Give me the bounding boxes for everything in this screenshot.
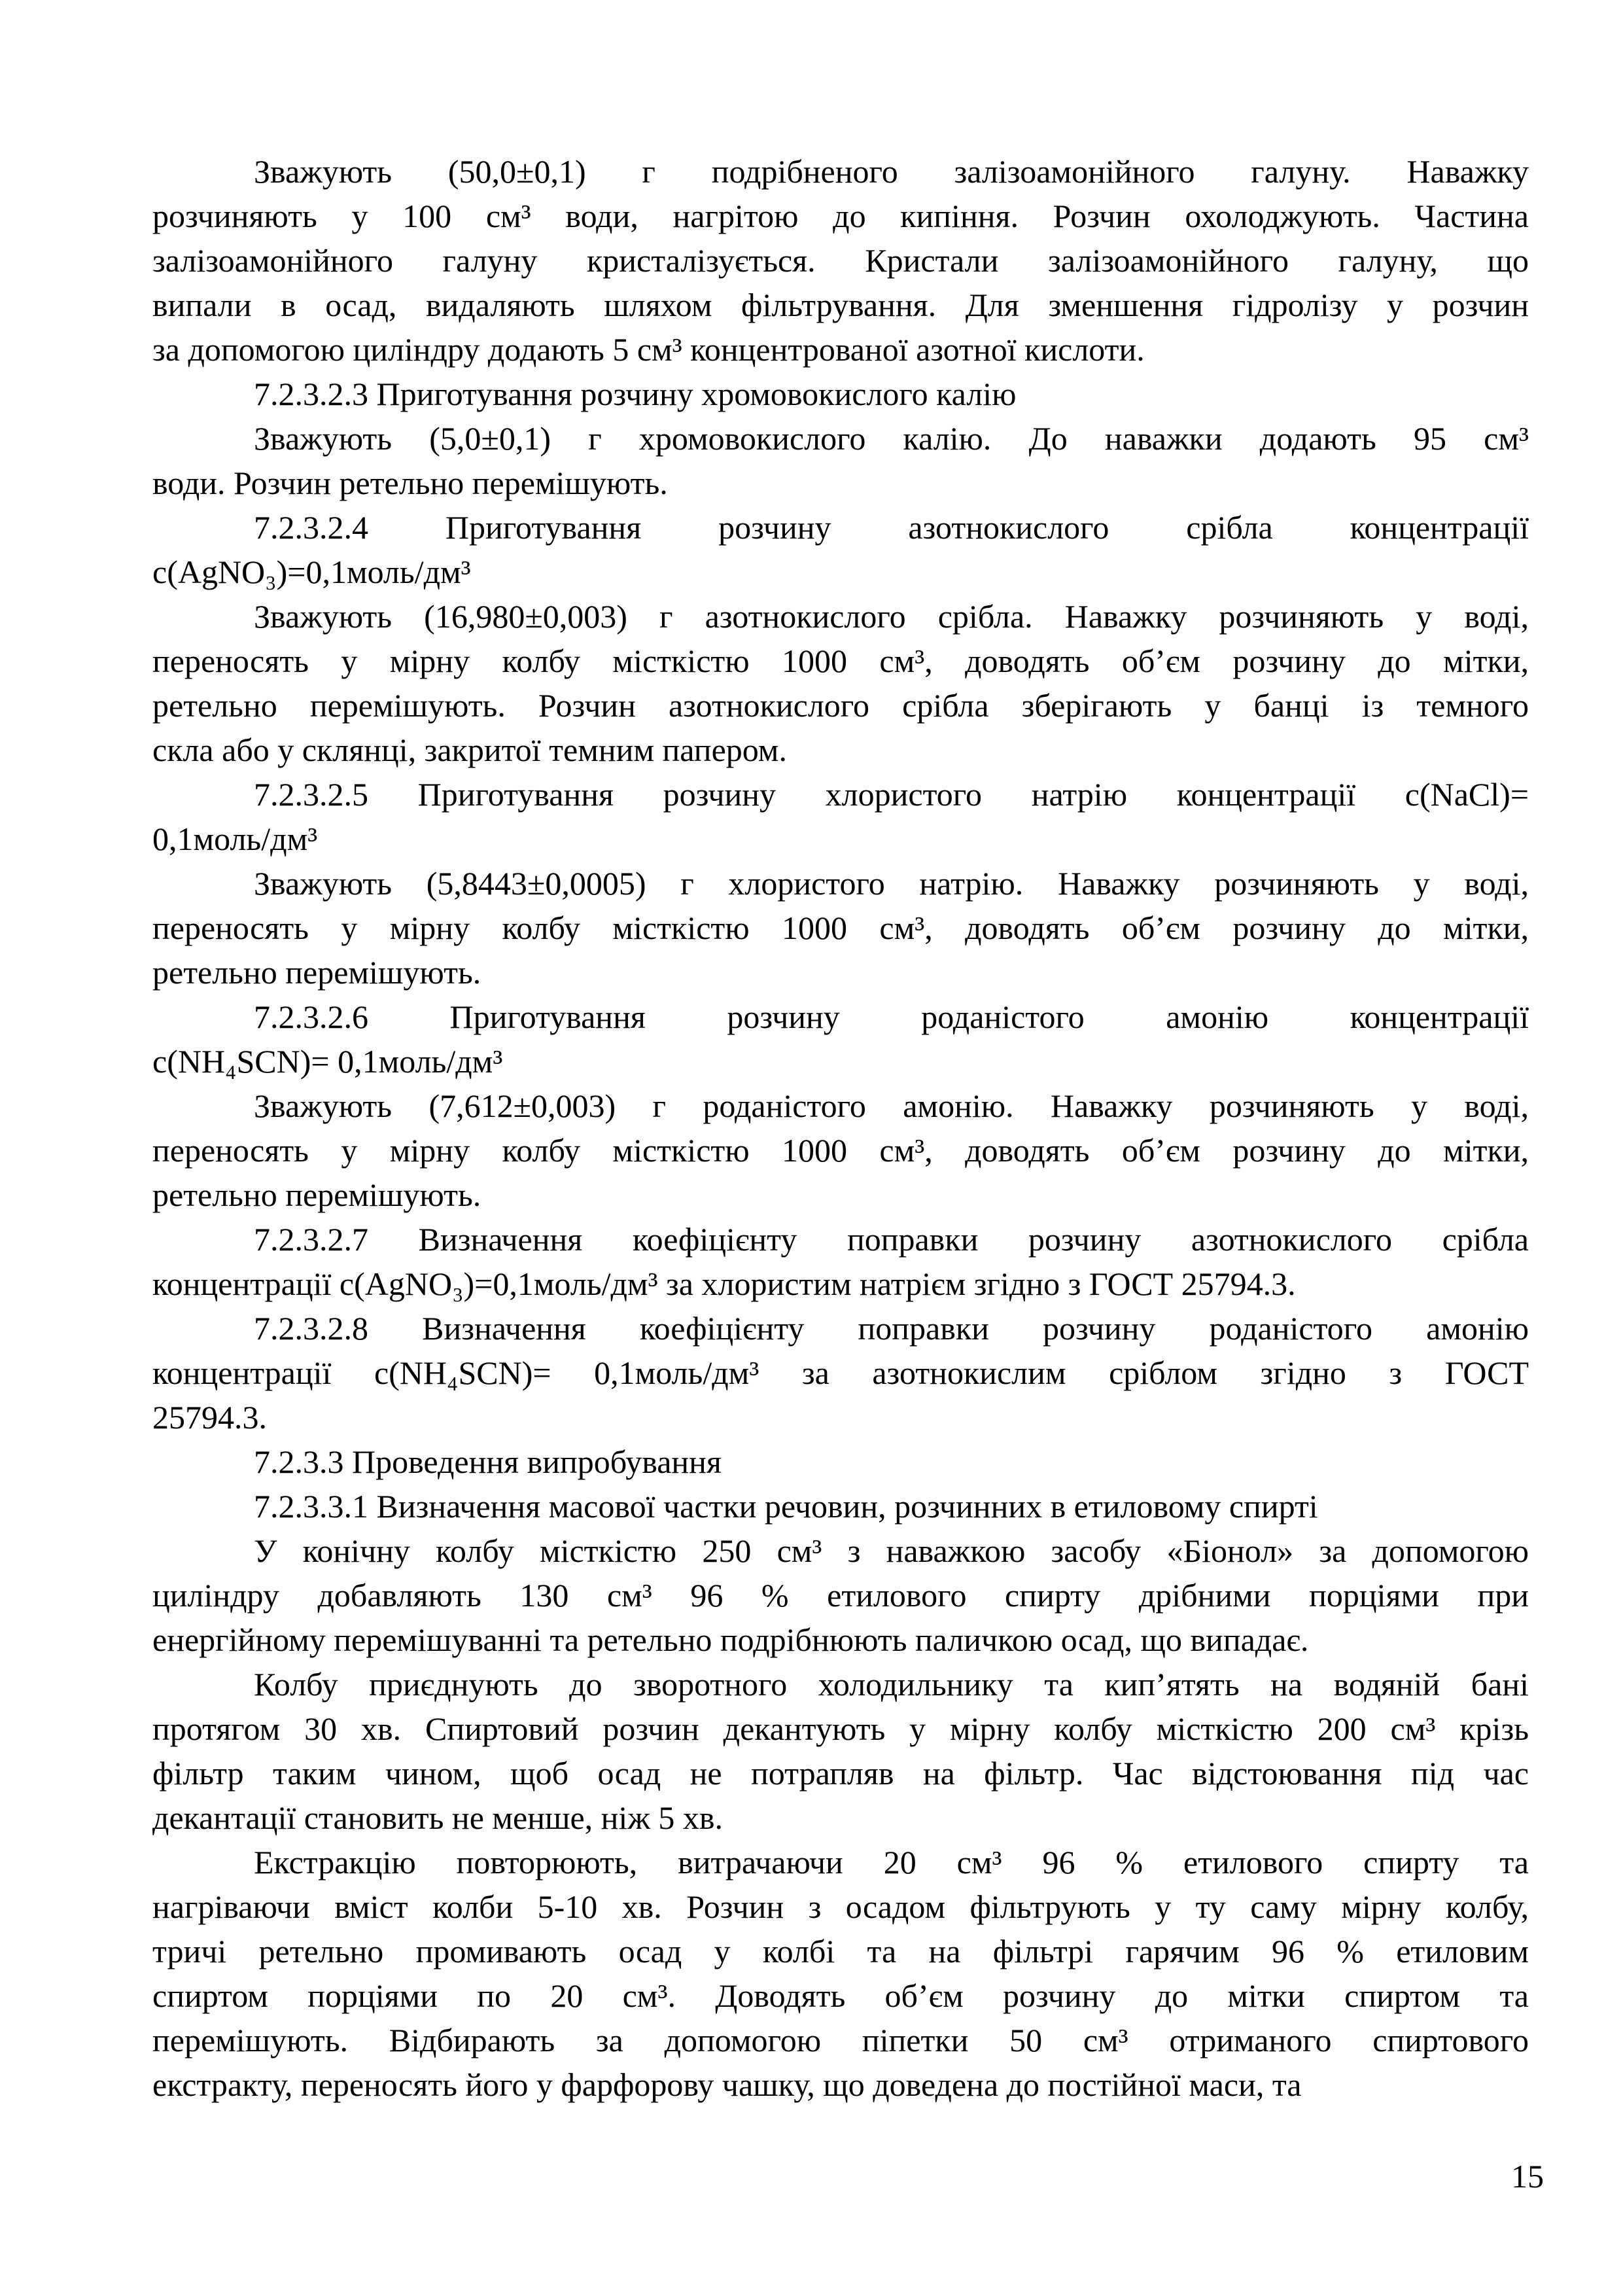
text-line: 7.2.3.2.7 Визначення коефіцієнту поправки розчину азотнокислого срібла <box>254 1221 1529 1258</box>
text-line: 7.2.3.3 Проведення випробування <box>254 1443 722 1480</box>
heading-7-2-3-2-5 <box>152 772 1529 861</box>
para-silver-nitrate-weighing <box>152 594 1529 772</box>
text-line: залізоамонійного галуну кристалізується. Кристали залізоамонійного галуну, що <box>152 242 1529 279</box>
text-line: спиртом порціями по 20 см³. Доводять об’єм розчину до мітки спиртом та <box>152 1977 1529 2014</box>
text-line: нагріваючи вміст колби 5-10 хв. Розчин з осадом фільтрують у ту саму мірну колбу, <box>152 1888 1529 1925</box>
text-line: 7.2.3.2.4 Приготування розчину азотнокислого срібла концентрації <box>254 509 1529 546</box>
text-line: 7.2.3.2.6 Приготування розчину роданістого амонію концентрації <box>254 998 1529 1035</box>
heading-7-2-3-3 <box>152 1439 1529 1484</box>
text-line: 25794.3. <box>152 1399 267 1436</box>
para-sodium-chloride-weighing <box>152 861 1529 995</box>
text-line: екстракту, переносять його у фарфорову чашку, що доведена до постійної маси, та <box>152 2066 1302 2103</box>
text-line: концентрації c(NH₄SCN)= 0,1моль/дм³ за азотнокислим сріблом згідно з ГОСТ <box>152 1354 1529 1391</box>
text-line: У конічну колбу місткістю 250 см³ з наважкою засобу «Біонол» за допомогою <box>254 1532 1529 1569</box>
text-line: c(AgNO₃)=0,1моль/дм³ <box>152 554 471 590</box>
text-line: 7.2.3.2.8 Визначення коефіцієнту поправки розчину роданістого амонію <box>254 1310 1529 1347</box>
text-line: декантації становить не менше, ніж 5 хв. <box>152 1799 723 1836</box>
text-line: Зважують (5,8443±0,0005) г хлористого натрію. Наважку розчиняють у воді, <box>254 865 1529 902</box>
text-line: ретельно перемішують. Розчин азотнокислого срібла зберігають у банці із темного <box>152 687 1529 724</box>
text-line: c(NH₄SCN)= 0,1моль/дм³ <box>152 1043 503 1080</box>
text-line: випали в осад, видаляють шляхом фільтрування. Для зменшення гідролізу у розчин <box>152 287 1529 323</box>
heading-7-2-3-2-3 <box>152 372 1529 416</box>
heading-7-2-3-2-6 <box>152 995 1529 1084</box>
text-line: циліндру добавляють 130 см³ 96 % етилового спирту дрібними порціями при <box>152 1577 1529 1614</box>
text-line: фільтр таким чином, щоб осад не потрапляв на фільтр. Час відстоювання під час <box>152 1755 1529 1792</box>
text-line: за допомогою циліндру додають 5 см³ концентрованої азотної кислоти. <box>152 331 1145 368</box>
text-line: енергійному перемішуванні та ретельно подрібнюють паличкою осад, що випадає. <box>152 1621 1309 1658</box>
text-line: тричі ретельно промивають осад у колбі та на фільтрі гарячим 96 % етиловим <box>152 1933 1529 1969</box>
text-line: Колбу приєднують до зворотного холодильнику та кип’ятять на водяній бані <box>254 1666 1529 1703</box>
text-line: концентрації c(AgNO₃)=0,1моль/дм³ за хлористим натрієм згідно з ГОСТ 25794.3. <box>152 1265 1296 1302</box>
heading-7-2-3-3-1 <box>152 1484 1529 1528</box>
para-potassium-chromate-weighing <box>152 416 1529 505</box>
text-line: 0,1моль/дм³ <box>152 821 318 857</box>
text-line: ретельно перемішують. <box>152 1176 481 1213</box>
page-number: 15 <box>1511 2158 1544 2195</box>
para-extraction-repeat <box>152 1840 1529 2107</box>
para-7-2-3-2-8 <box>152 1306 1529 1439</box>
text-line: Зважують (7,612±0,003) г роданістого амонію. Наважку розчиняють у воді, <box>254 1087 1529 1124</box>
para-alum-weighing <box>152 149 1529 372</box>
para-reflux-boiling <box>152 1662 1529 1840</box>
text-line: скла або у склянці, закритої темним папером. <box>152 732 787 768</box>
text-line: ретельно перемішують. <box>152 954 481 991</box>
heading-7-2-3-2-4 <box>152 505 1529 594</box>
text-line: протягом 30 хв. Спиртовий розчин декантують у мірну колбу місткістю 200 см³ крізь <box>152 1710 1529 1747</box>
text-line: Зважують (50,0±0,1) г подрібненого залізоамонійного галуну. Наважку <box>254 153 1529 190</box>
text-line: 7.2.3.3.1 Визначення масової частки речовин, розчинних в етиловому спирті <box>254 1488 1318 1525</box>
text-line: Зважують (5,0±0,1) г хромовокислого калію. До наважки додають 95 см³ <box>254 420 1529 457</box>
text-line: переносять у мірну колбу місткістю 1000 см³, доводять об’єм розчину до мітки, <box>152 1132 1529 1169</box>
para-conical-flask <box>152 1528 1529 1662</box>
text-line: перемішують. Відбирають за допомогою піпетки 50 см³ отриманого спиртового <box>152 2022 1529 2058</box>
para-ammonium-thiocyanate-weighing <box>152 1084 1529 1217</box>
text-line: Екстракцію повторюють, витрачаючи 20 см³ 96 % етилового спирту та <box>254 1844 1529 1881</box>
text-line: переносять у мірну колбу місткістю 1000 см³, доводять об’єм розчину до мітки, <box>152 910 1529 946</box>
text-line: Зважують (16,980±0,003) г азотнокислого срібла. Наважку розчиняють у воді, <box>254 598 1529 635</box>
text-line: води. Розчин ретельно перемішують. <box>152 465 668 501</box>
text-line: 7.2.3.2.5 Приготування розчину хлористого натрію концентрації c(NaCl)= <box>254 776 1529 813</box>
text-line: 7.2.3.2.3 Приготування розчину хромовокислого калію <box>254 376 1017 412</box>
text-line: розчиняють у 100 см³ води, нагрітою до кипіння. Розчин охолоджують. Частина <box>152 198 1529 234</box>
para-7-2-3-2-7 <box>152 1217 1529 1306</box>
document-body <box>152 149 1529 2107</box>
text-line: переносять у мірну колбу місткістю 1000 см³, доводять об’єм розчину до мітки, <box>152 643 1529 679</box>
